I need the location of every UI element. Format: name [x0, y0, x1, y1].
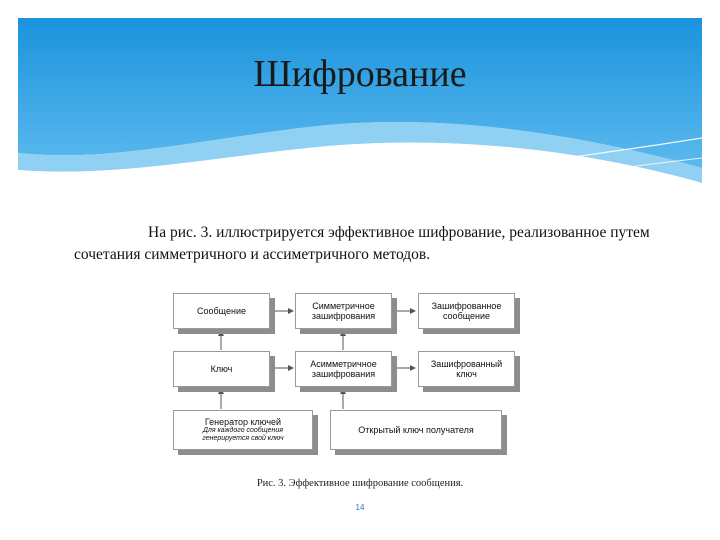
- box-encrypted-key-line2: ключ: [456, 369, 477, 379]
- box-public-key-label: Открытый ключ получателя: [358, 425, 474, 435]
- description-paragraph: На рис. 3. иллюстрируется эффективное шифрование, реализованное путем сочетания симметричного и ассиметричного методов.: [74, 224, 650, 263]
- box-symmetric: [295, 293, 392, 329]
- box-asymmetric-line1: Асимметричное: [310, 359, 377, 369]
- box-key-generator-note-line2: генерируется свой ключ: [202, 435, 284, 442]
- box-key-generator-note-line1: Для каждого сообщения: [202, 427, 284, 434]
- box-asymmetric-line2: зашифрования: [311, 369, 376, 379]
- slide-title: Шифрование: [253, 53, 467, 95]
- box-encrypted-key-line1: Зашифрованный: [430, 359, 503, 369]
- box-encrypted-message: [418, 293, 515, 329]
- box-key: [173, 351, 270, 387]
- box-symmetric-line2: зашифрования: [311, 311, 376, 321]
- box-message-label: Сообщение: [197, 306, 246, 316]
- box-encrypted-message-line2: сообщение: [442, 311, 491, 321]
- box-key-generator: [173, 410, 313, 450]
- box-message: [173, 293, 270, 329]
- box-symmetric-line1: Симметричное: [312, 301, 375, 311]
- box-key-generator-label: Генератор ключей: [204, 417, 282, 427]
- box-encrypted-message-line1: Зашифрованное: [431, 301, 502, 311]
- page-number: 14: [355, 503, 365, 512]
- box-key-label: Ключ: [210, 364, 233, 374]
- box-asymmetric: [295, 351, 392, 387]
- figure-caption: Рис. 3. Эффективное шифрование сообщения.: [256, 478, 464, 489]
- box-public-key: [330, 410, 502, 450]
- box-encrypted-key: [418, 351, 515, 387]
